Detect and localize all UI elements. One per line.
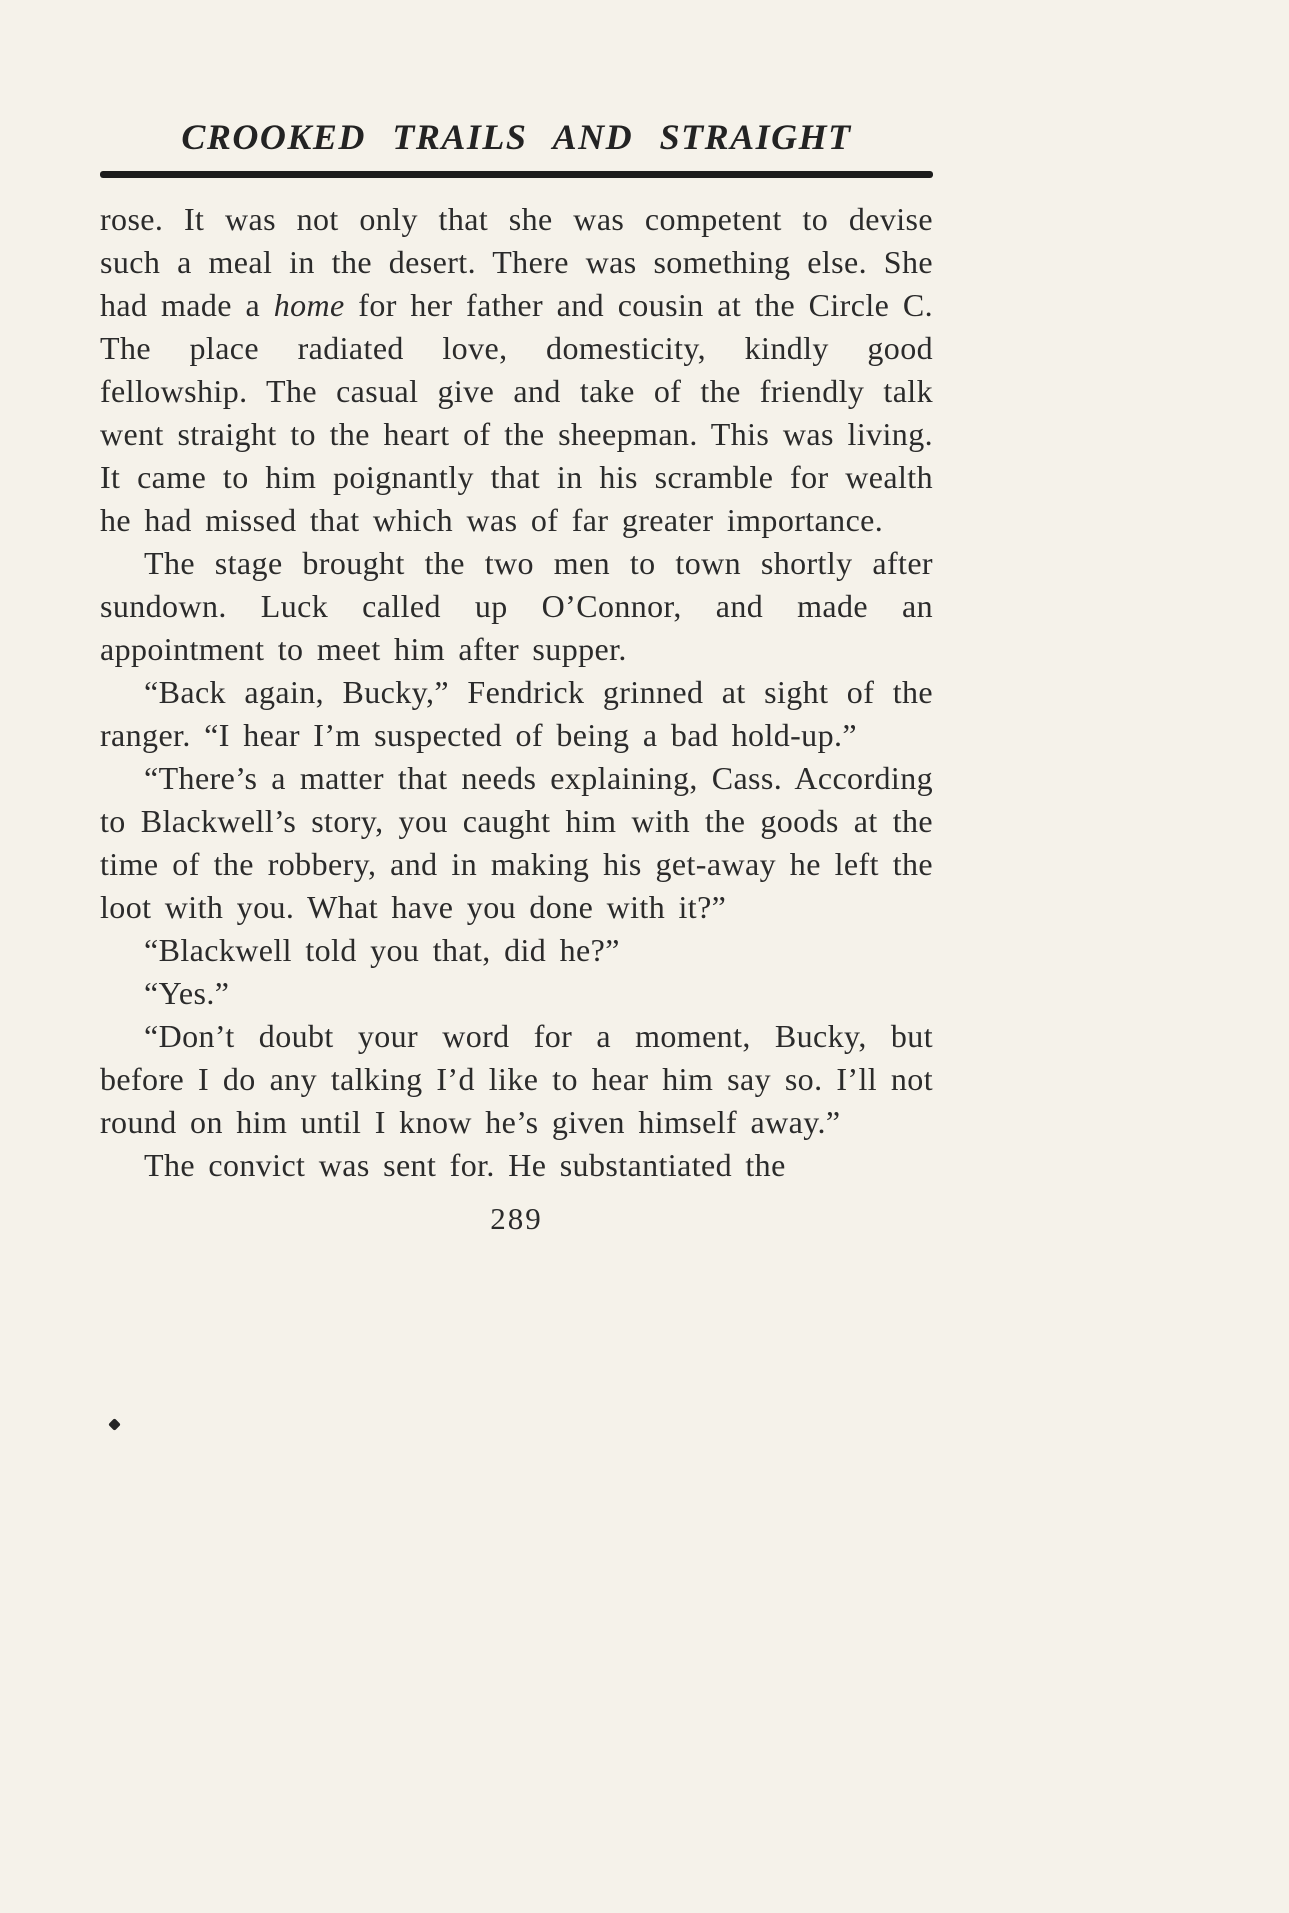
text-run: rose. It was not only that she was competent to devise such a meal in the desert. There was something else. She had made a (100, 201, 933, 323)
paragraph (100, 972, 933, 1015)
paragraph (100, 929, 933, 972)
text-run: “Back again, Bucky,” Fendrick grinned at sight of the ranger. “I hear I’m suspected of being a bad hold-up.” (100, 674, 933, 753)
text-run: “There’s a matter that needs explaining, Cass. According to Blackwell’s story, you caught him with the goods at the time of the robbery, and in making his get-away he left the loot with you. What have you done with it?” (100, 760, 933, 925)
running-head: CROOKED TRAILS AND STRAIGHT (181, 117, 852, 157)
italic-text: home (273, 287, 345, 323)
text-run: The stage brought the two men to town shortly after sundown. Luck called up O’Connor, and made an appointment to meet him after supper. (100, 545, 933, 667)
paragraph (100, 542, 933, 671)
text-run: for her father and cousin at the Circle C. The place radiated love, domesticity, kindly good fellowship. The casual give and take of the friendly talk went straight to the heart of the sheepman. This was living. It came to him poignantly that in his scramble for wealth he had missed that which was of far greater importance. (100, 287, 933, 538)
text-run: The convict was sent for. He substantiated the (144, 1147, 786, 1183)
paragraph (100, 671, 933, 757)
text-run: “Yes.” (144, 975, 230, 1011)
paragraph (100, 1015, 933, 1144)
paragraph (100, 198, 933, 542)
page-number: 289 (490, 1201, 543, 1236)
book-page (100, 116, 933, 1237)
paragraph (100, 1144, 933, 1187)
text-run: “Don’t doubt your word for a moment, Bucky, but before I do any talking I’d like to hear him say so. I’ll not round on him until I know he’s given himself away.” (100, 1018, 933, 1140)
header-rule (100, 171, 933, 178)
ink-mark (108, 1418, 121, 1431)
text-run: “Blackwell told you that, did he?” (144, 932, 620, 968)
body-text (100, 198, 933, 1187)
paragraph (100, 757, 933, 929)
